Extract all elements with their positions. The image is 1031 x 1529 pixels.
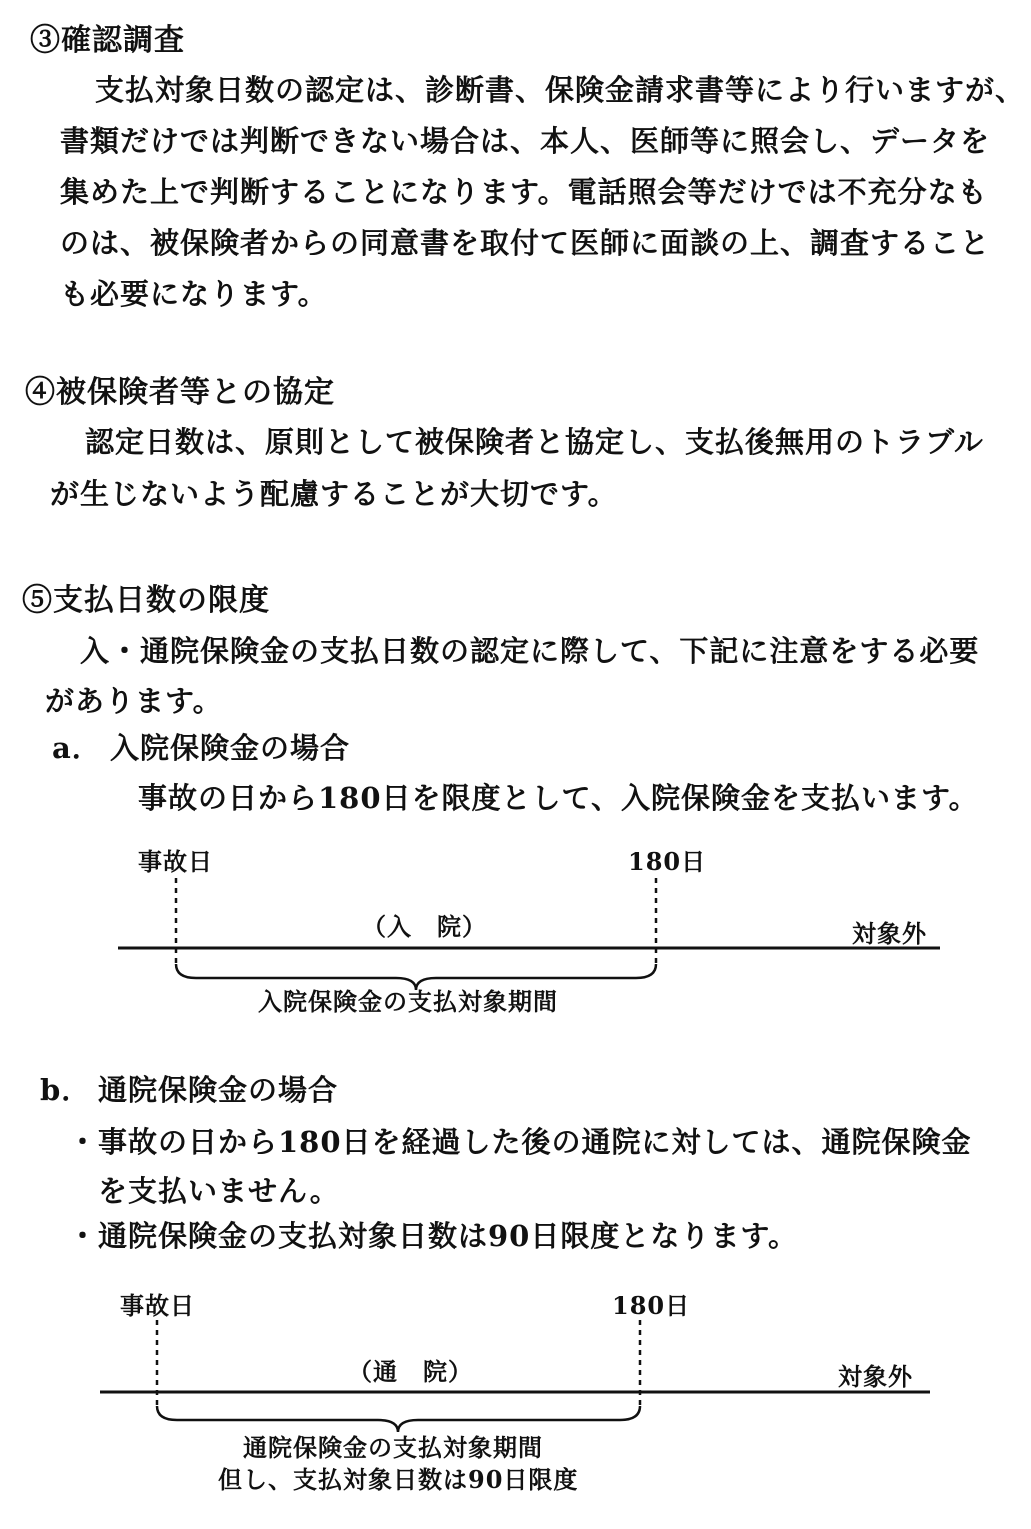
section-3-line-4: のは、被保険者からの同意書を取付て医師に面談の上、調査すること (60, 226, 991, 260)
item-b-title: 通院保険金の場合 (98, 1073, 339, 1107)
item-a-text: 事故の日から180日を限度として、入院保険金を支払います。 (138, 781, 979, 815)
bullet-1-line-1: 事故の日から180日を経過した後の通院に対しては、通院保険金 (98, 1125, 972, 1159)
bullet-2-marker: ・ (68, 1219, 99, 1253)
section-3-line-2: 書類だけでは判断できない場合は、本人、医師等に照会し、データを (60, 124, 991, 158)
item-b-label: b． (40, 1073, 92, 1107)
section-3-line-1: 支払対象日数の認定は、診断書、保険金請求書等により行いますが、 (95, 73, 1026, 107)
diagram-b-end-label: 180日 (612, 1291, 691, 1320)
diagram-b-caption-line-2: 但し、支払対象日数は90日限度 (218, 1465, 579, 1494)
section-3-line-3: 集めた上で判断することになります。電話照会等だけでは不充分なも (60, 175, 988, 209)
section-4-heading: ④被保険者等との協定 (25, 375, 335, 410)
diagram-a-end-label: 180日 (628, 847, 707, 876)
section-3-heading: ③確認調査 (30, 23, 185, 58)
item-a-label: a． (52, 731, 102, 765)
item-a-title: 入院保険金の場合 (110, 731, 351, 765)
diagram-a-outside-label: 対象外 (852, 919, 927, 948)
diagram-a-period-label: （入 院） (362, 912, 487, 941)
diagram-b-start-label: 事故日 (120, 1291, 195, 1320)
diagram-a-caption: 入院保険金の支払対象期間 (258, 987, 558, 1016)
diagram-b-period-label: （通 院） (348, 1357, 473, 1386)
bullet-1-line-2: を支払いません。 (98, 1174, 340, 1208)
section-4-line-2: が生じないよう配慮することが大切です。 (50, 477, 618, 511)
section-3-line-5: も必要になります。 (60, 277, 328, 311)
section-5-line-2: があります。 (45, 684, 223, 718)
section-5-heading: ⑤支払日数の限度 (22, 583, 270, 618)
period-brace (157, 1406, 640, 1432)
diagram-a-start-label: 事故日 (138, 847, 213, 876)
section-5-line-1: 入・通院保険金の支払日数の認定に際して、下記に注意をする必要 (80, 634, 980, 668)
bullet-2-line-1: 通院保険金の支払対象日数は90日限度となります。 (98, 1219, 799, 1253)
bullet-1-marker: ・ (68, 1125, 99, 1159)
section-4-line-1: 認定日数は、原則として被保険者と協定し、支払後無用のトラブル (85, 425, 984, 459)
diagram-b-caption-line-1: 通院保険金の支払対象期間 (243, 1433, 543, 1462)
diagram-b-outside-label: 対象外 (838, 1362, 913, 1391)
